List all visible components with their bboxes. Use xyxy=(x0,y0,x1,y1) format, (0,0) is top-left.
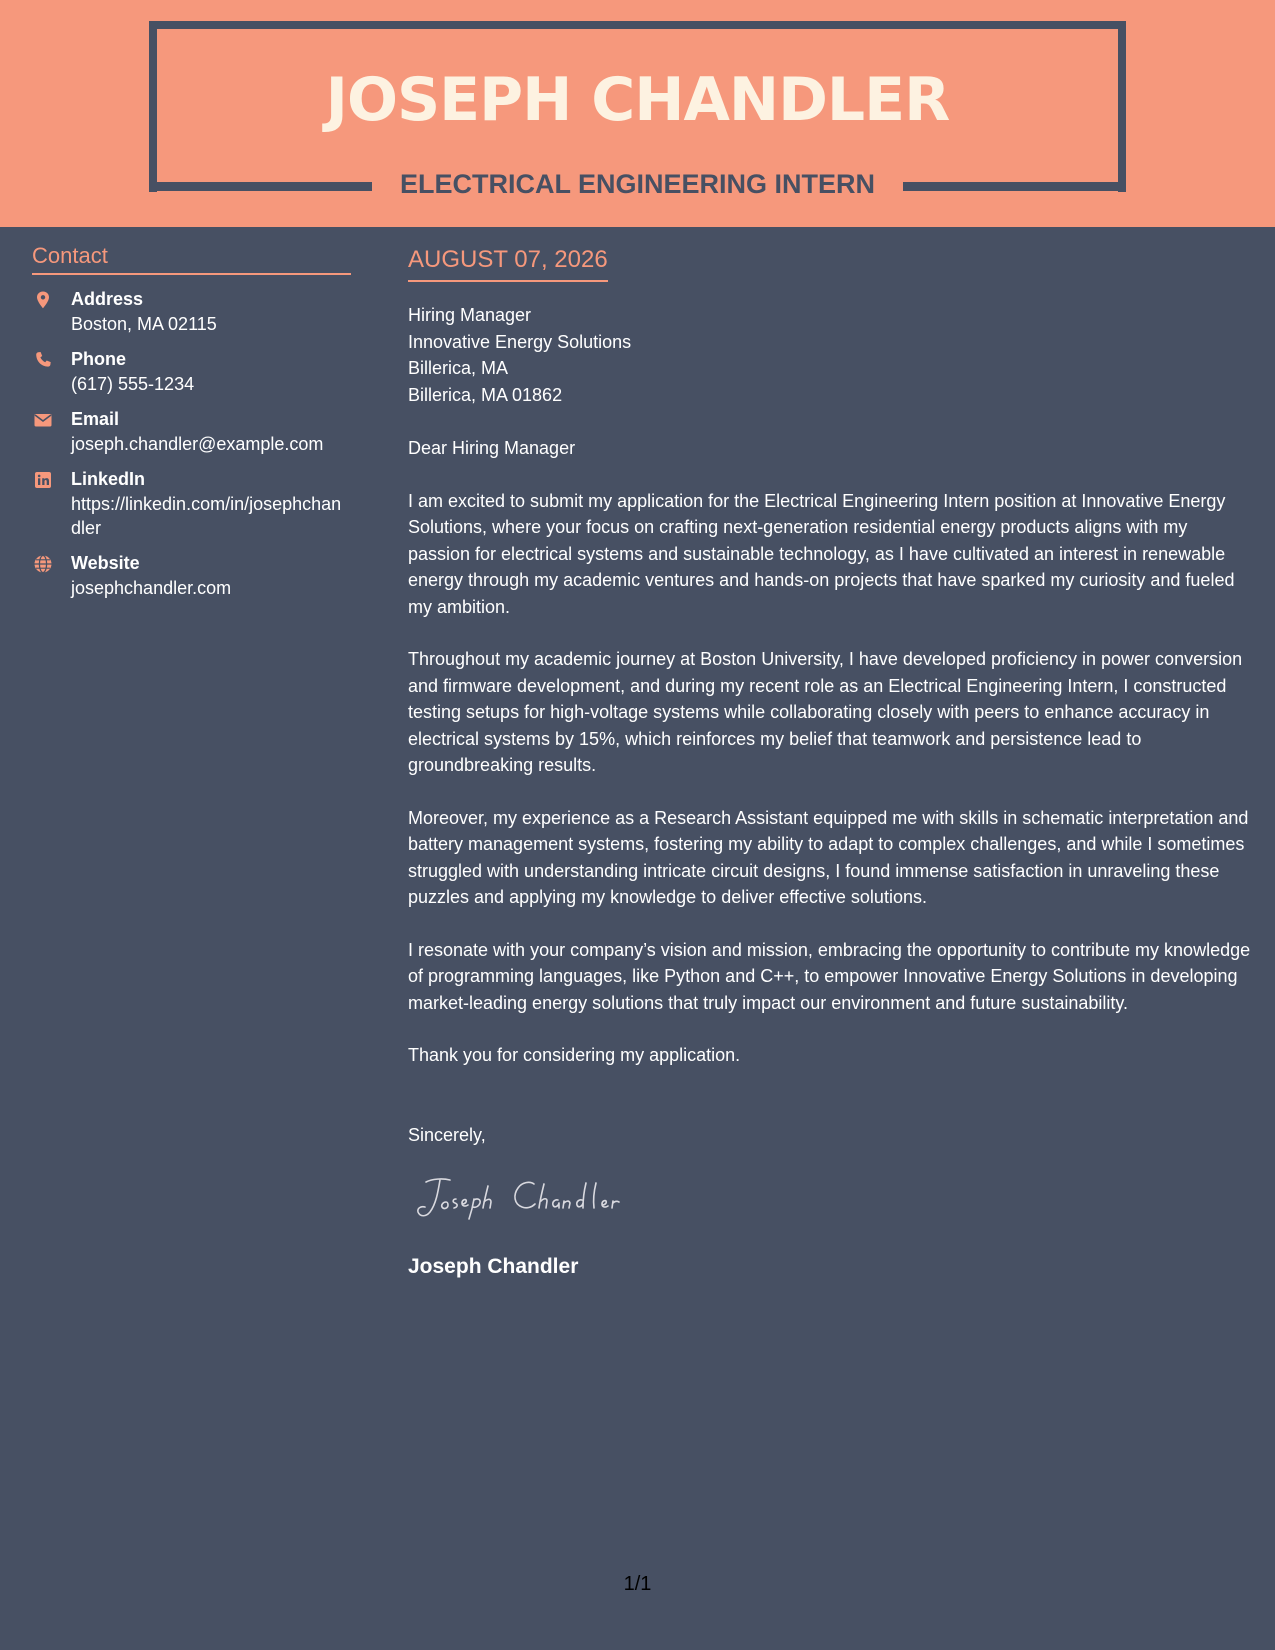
phone-icon xyxy=(33,350,53,370)
header-frame-bottom-left xyxy=(149,182,372,191)
contact-value: Boston, MA 02115 xyxy=(71,314,217,334)
envelope-icon xyxy=(33,410,53,430)
closing-line: Thank you for considering my application. xyxy=(408,1045,741,1065)
contact-value: (617) 555-1234 xyxy=(71,374,195,394)
contact-label: Address xyxy=(71,289,144,309)
page-number: 1/1 xyxy=(623,1573,652,1595)
globe-icon xyxy=(33,554,53,574)
signoff: Sincerely, xyxy=(408,1124,486,1145)
recipient-line: Innovative Energy Solutions xyxy=(408,331,632,352)
contact-item-website xyxy=(32,551,351,600)
recipient-block xyxy=(408,302,1253,408)
contact-value: joseph.chandler@example.com xyxy=(71,434,324,454)
contact-label: Website xyxy=(71,553,140,573)
job-title: ELECTRICAL ENGINEERING INTERN xyxy=(399,169,876,199)
handwritten-signature xyxy=(412,1168,672,1228)
contact-list xyxy=(32,287,351,600)
body-paragraph: Throughout my academic journey at Boston University, I have developed proficiency in power conversion and firmware development, and during my recent role as an Electrical Engineering Intern, I constructed testing setups for high-voltage systems while collaborating closely with peers to enhance accuracy in electrical systems by 15%, which reinforces my belief that teamwork and persistence lead to groundbreaking results. xyxy=(408,649,1243,775)
header-frame-bottom-right xyxy=(903,182,1126,191)
applicant-name: JOSEPH CHANDLER xyxy=(325,65,950,135)
letter-body xyxy=(408,244,1253,1282)
contact-label: Email xyxy=(71,409,120,429)
recipient-line: Billerica, MA xyxy=(408,358,509,378)
contact-label: Phone xyxy=(71,349,127,369)
contact-item-address xyxy=(32,287,351,336)
recipient-line: Billerica, MA 01862 xyxy=(408,384,563,405)
contact-value: josephchandler.com xyxy=(71,578,232,598)
contact-item-email xyxy=(32,407,351,456)
header-banner xyxy=(0,0,1275,227)
body-paragraph: Moreover, my experience as a Research Assistant equipped me with skills in schematic interpretation and battery management systems, fostering my ability to adapt to complex challenges, and while I sometimes struggled with understanding intricate circuit designs, I found immense satisfaction in unraveling these puzzles and applying my knowledge to deliver effective solutions. xyxy=(408,807,1249,907)
linkedin-icon xyxy=(33,470,53,490)
contact-item-phone xyxy=(32,347,351,396)
salutation: Dear Hiring Manager xyxy=(408,438,576,458)
recipient-line: Hiring Manager xyxy=(408,305,532,325)
map-pin-icon xyxy=(33,290,53,310)
contact-value: https://linkedin.com/in/josephchandler xyxy=(71,494,342,538)
contact-sidebar xyxy=(32,240,351,611)
contact-item-linkedin xyxy=(32,467,351,540)
letter-date: AUGUST 07, 2026 xyxy=(408,244,608,282)
signer-name: Joseph Chandler xyxy=(408,1254,579,1278)
contact-heading: Contact xyxy=(32,240,351,275)
body-paragraph: I am excited to submit my application for the Electrical Engineering Intern position at Innovative Energy Solutions, where your focus on crafting next-generation residential energy products aligns with my passion for electrical systems and sustainable technology, as I have cultivated an interest in renewable energy through my academic ventures and hands-on projects that have sparked my curiosity and fueled my ambition. xyxy=(408,490,1235,617)
contact-label: LinkedIn xyxy=(71,469,146,489)
body-paragraph: I resonate with your company’s vision and mission, embracing the opportunity to contribute my knowledge of programming languages, like Python and C++, to empower Innovative Energy Solutions in developing market-leading energy solutions that truly impact our environment and future sustainability. xyxy=(408,939,1251,1013)
